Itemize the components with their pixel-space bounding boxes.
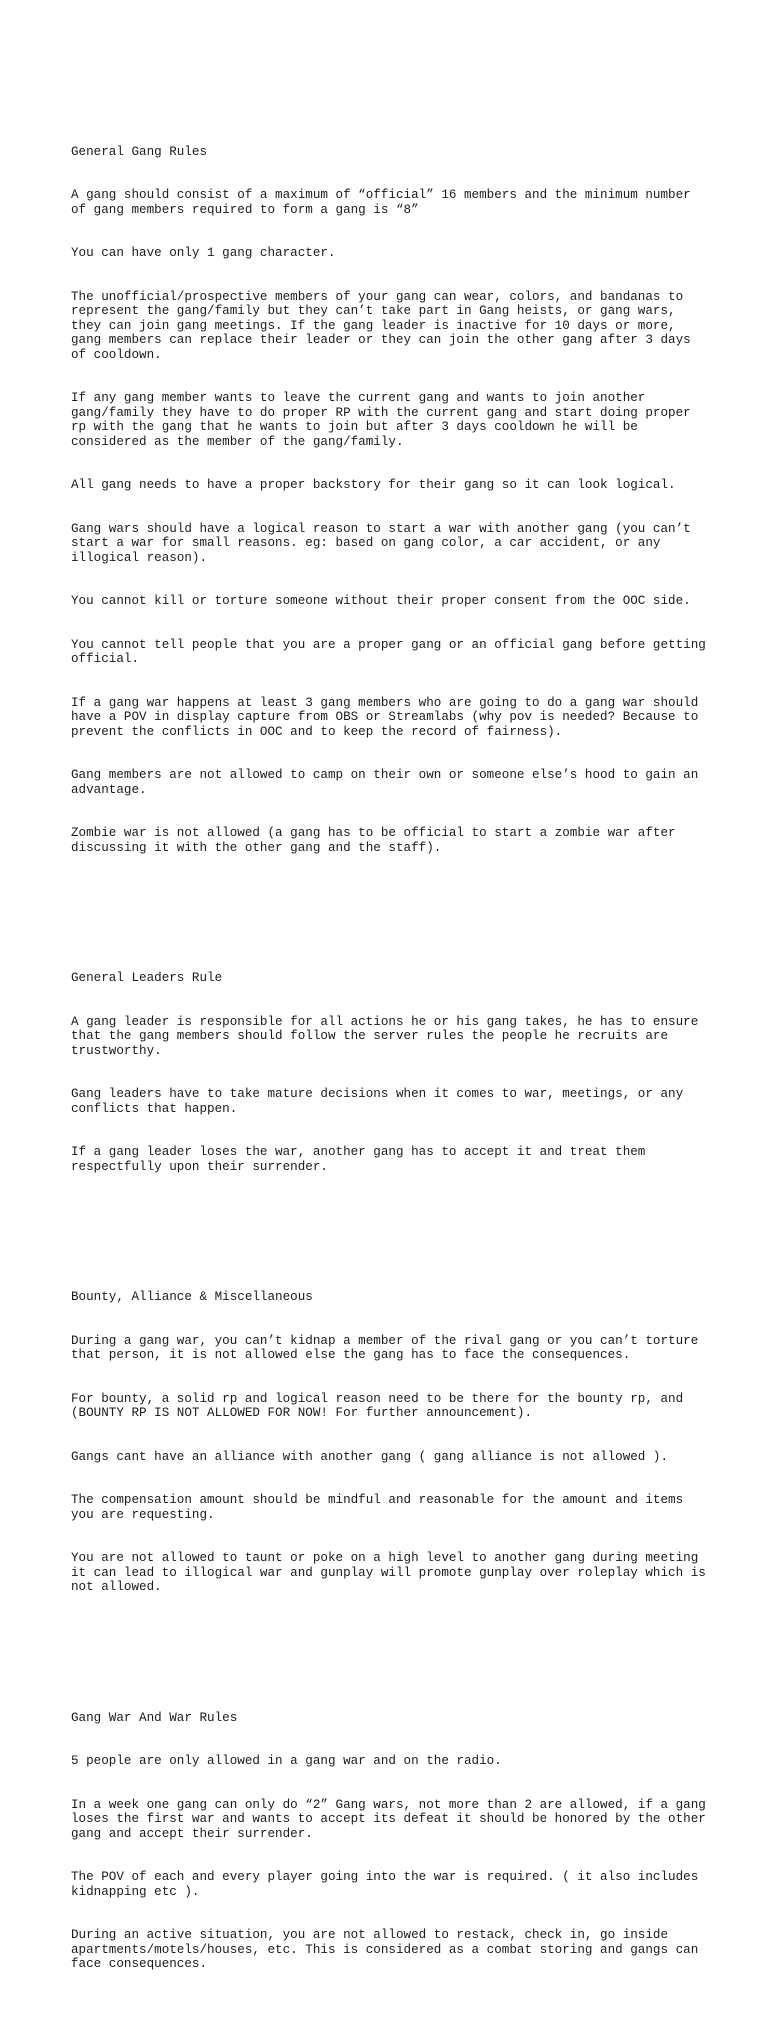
document-page — [71, 72, 714, 2044]
section-bounty-alliance-misc — [71, 1261, 714, 1624]
rule-paragraph: If a gang leader loses the war, another gang has to accept it and treat them respectfully upon their surrender. — [71, 1145, 653, 1174]
rule-paragraph: Gangs cant have an alliance with another gang ( gang alliance is not allowed ). — [71, 1449, 669, 1464]
rule-paragraph: You cannot tell people that you are a proper gang or an official gang before getting official. — [71, 637, 714, 666]
section-title: Gang War And War Rules — [71, 1710, 238, 1725]
rule-paragraph: The compensation amount should be mindful and reasonable for the amount and items you are requesting. — [71, 1493, 691, 1522]
rule-paragraph: For bounty, a solid rp and logical reason need to be there for the bounty rp, and (BOUNTY RP IS NOT ALLOWED FOR NOW! For further announcement). — [71, 1391, 691, 1420]
rule-paragraph: You can have only 1 gang character. — [71, 246, 336, 260]
rule-paragraph: A gang should consist of a maximum of “official” 16 members and the minimum number of gang members required to form a gang is “8” — [71, 188, 699, 217]
rule-paragraph: Gang wars should have a logical reason to start a war with another gang (you can’t start a war for small reasons. eg: based on gang color, a car accident, or any illogical reason). — [71, 521, 699, 565]
section-title: General Gang Rules — [71, 144, 208, 159]
rule-paragraph: If a gang war happens at least 3 gang members who are going to do a gang war should have a POV in display capture from OBS or Streamlabs (why pov is needed? Because to prevent the conflicts in OOC and to keep the record of fairness). — [71, 695, 706, 739]
section-title: General Leaders Rule — [71, 971, 223, 985]
rule-paragraph: You cannot kill or torture someone without their proper consent from the OOC side. — [71, 594, 691, 608]
section-general-leaders-rule — [71, 942, 711, 1203]
rule-paragraph: The unofficial/prospective members of your gang can wear, colors, and bandanas to represent the gang/family but they can’t take part in Gang heists, or gang wars, they can join gang meetings. If the gang leader is inactive for 10 days or more, gang members can replace their leader or they can join the other gang after 3 days of cooldown. — [71, 289, 699, 362]
rule-paragraph: All gang needs to have a proper backstory for their gang so it can look logical. — [71, 478, 676, 492]
rule-paragraph: The POV of each and every player going into the war is required. ( it also includes kidnapping etc ). — [71, 1870, 706, 1899]
rule-paragraph: Zombie war is not allowed (a gang has to be official to start a zombie war after discussing it with the other gang and the staff). — [71, 826, 684, 855]
section-general-gang-rules — [71, 116, 714, 885]
rule-paragraph: If any gang member wants to leave the current gang and wants to join another gang/family they have to do proper RP with the current gang and start doing proper rp with the gang that he wants to join but after 3 days cooldown he will be considered as the member of the gang/family. — [71, 391, 699, 449]
section-title: Bounty, Alliance & Miscellaneous — [71, 1290, 313, 1304]
rule-paragraph: A gang leader is responsible for all actions he or his gang takes, he has to ensure that the gang members should follow the server rules the people he recruits are trustworthy. — [71, 1014, 706, 1058]
rule-paragraph: During an active situation, you are not allowed to restack, check in, go inside apartments/motels/houses, etc. This is considered as a combat storing and gangs can face consequences. — [71, 1928, 706, 1971]
rule-paragraph: During a gang war, you can’t kidnap a member of the rival gang or you can’t torture that person, it is not allowed else the gang has to face the consequences. — [71, 1333, 706, 1362]
rule-paragraph: Gang members are not allowed to camp on their own or someone else’s hood to gain an advantage. — [71, 768, 706, 797]
rule-paragraph: You are not allowed to taunt or poke on a high level to another gang during meeting it can lead to illogical war and gunplay will promote gunplay over roleplay which is not allowed. — [71, 1551, 714, 1594]
rule-paragraph: Gang leaders have to take mature decisions when it comes to war, meetings, or any conflicts that happen. — [71, 1087, 691, 1116]
rule-paragraph: 5 people are only allowed in a gang war and on the radio. — [71, 1754, 502, 1768]
rule-paragraph: In a week one gang can only do “2” Gang wars, not more than 2 are allowed, if a gang loses the first war and wants to accept its defeat it should be honored by the other gang and accept their surrender. — [71, 1797, 714, 1841]
section-gang-war-rules — [71, 1682, 714, 2001]
